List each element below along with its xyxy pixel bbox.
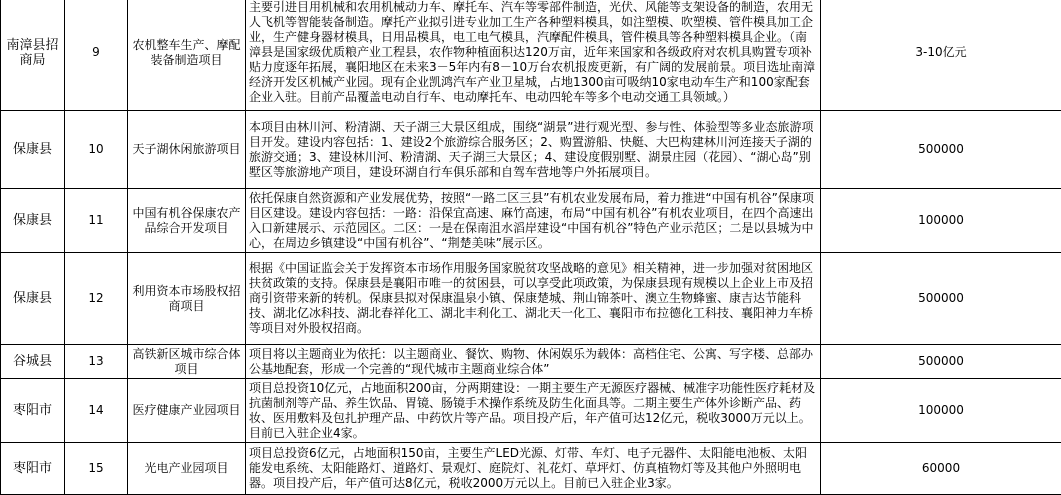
investment-cell[interactable]: 60000 xyxy=(821,443,1061,495)
table-row xyxy=(1,253,1061,345)
county-cell[interactable]: 南漳县招商局 xyxy=(1,0,65,111)
table-row xyxy=(1,0,1061,111)
number-cell[interactable]: 14 xyxy=(65,379,128,443)
table-row xyxy=(1,379,1061,443)
description-cell[interactable]: 本项目由林川河、粉清湖、天子湖三大景区组成，围绕“湖景”进行观光型、参与性、体验型等多业态旅游项目开发。建设内容包括：1、建设2个旅游综合服务区；2、购置游船、快艇、大巴构建林川河连接天子湖的旅游交通；3、建设林川河、粉清湖、天子湖三大景区；4、建设度假别墅、湖景庄园（花园）、“湖心岛”别墅区等旅游地产项目，建设环湖自行车俱乐部和自驾车营地等户外拓展项目。 xyxy=(246,111,821,189)
number-cell[interactable]: 12 xyxy=(65,253,128,345)
county-cell[interactable]: 枣阳市 xyxy=(1,443,65,495)
county-cell[interactable]: 谷城县 xyxy=(1,345,65,379)
number-cell[interactable]: 10 xyxy=(65,111,128,189)
description-cell[interactable]: 主要引进目用机械和农用机械动力车、摩托车、汽车等零部件制造，光伏、风能等支架设备的制造，农用无人飞机等智能装备制造。摩托产业拟引进专业加工生产各种塑料模具，如注塑模、吹塑模、管件模具加工企业，生产健身器材模具，日用品模具，电工电气模具，汽摩配件模具，管件模具等各种塑料模具企业。（南漳县是国家级优质粮产业工程县，农作物种植面积达120万亩，近年来国家和各级政府对农机具购置专项补贴力度逐年拓展，襄阳地区在未来3－5年内有8－10万台农机报废更新，有广阔的发展前景。项目选址南漳经济开发区机械产业园。现有企业凯鸿汽车产业卫星城，占地1300亩可吸纳10家电动车生产和100家配套企业入驻。目前产品覆盖电动自行车、电动摩托车、电动四轮车等多个电动交通工具领域。） xyxy=(246,0,821,111)
investment-cell[interactable]: 100000 xyxy=(821,189,1061,253)
project-name-cell[interactable]: 农机整车生产、摩配装备制造项目 xyxy=(128,0,246,111)
table-row xyxy=(1,443,1061,495)
investment-cell[interactable]: 500000 xyxy=(821,111,1061,189)
number-cell[interactable]: 13 xyxy=(65,345,128,379)
project-name-cell[interactable]: 中国有机谷保康农产品综合开发项目 xyxy=(128,189,246,253)
number-cell[interactable]: 15 xyxy=(65,443,128,495)
project-name-cell[interactable]: 光电产业园项目 xyxy=(128,443,246,495)
description-cell[interactable]: 项目总投资10亿元，占地面积200亩，分两期建设：一期主要生产无源医疗器械、械准字功能性医疗耗材及抗菌制剂等产品、养生饮品、胃镜、肠镜手术操作系统及防生化面具等。二期主要生产体外诊断产品、药妆、医用敷料及包扎护理产品、中药饮片等产品。项目投产后，年产值可达12亿元，税收3000万元以上。目前已入驻企业4家。 xyxy=(246,379,821,443)
table-row xyxy=(1,345,1061,379)
county-cell[interactable]: 保康县 xyxy=(1,111,65,189)
county-cell[interactable]: 保康县 xyxy=(1,189,65,253)
number-cell[interactable]: 9 xyxy=(65,0,128,111)
investment-cell[interactable]: 500000 xyxy=(821,345,1061,379)
description-cell[interactable]: 项目总投资6亿元，占地面积150亩，主要生产LED光源、灯带、车灯、电子元器件、太阳能电池板、太阳能发电系统、太阳能路灯、道路灯、景观灯、庭院灯、礼花灯、草坪灯、仿真植物灯等及其他户外照明电器。项目投产后，年产值可达8亿元，税收2000万元以上。目前已入驻企业3家。 xyxy=(246,443,821,495)
investment-cell[interactable]: 100000 xyxy=(821,379,1061,443)
project-name-cell[interactable]: 医疗健康产业园项目 xyxy=(128,379,246,443)
investment-cell[interactable]: 500000 xyxy=(821,253,1061,345)
table-row xyxy=(1,189,1061,253)
description-cell[interactable]: 依托保康自然资源和产业发展优势，按照“一路二区三县”有机农业发展布局，着力推进“中国有机谷”保康项目区建设。建设内容包括：一路：沿保宜高速、麻竹高速，布局“中国有机谷”有机农业项目，在四个高速出入口新建展示、示范园区。二区：一是在保南沮水滔岸建设“中国有机谷”特色产业示范区；二是以县城为中心，在周边乡镇建设“中国有机谷”、“荆楚美味”展示区。 xyxy=(246,189,821,253)
investment-cell[interactable]: 3-10亿元 xyxy=(821,0,1061,111)
description-cell[interactable]: 项目将以主题商业为依托：以主题商业、餐饮、购物、休闲娱乐为载体：高档住宅、公寓、写字楼、总部办公基地配套，形成一个完善的“现代城市主题商业综合体” xyxy=(246,345,821,379)
table-row xyxy=(1,111,1061,189)
project-name-cell[interactable]: 天子湖休闲旅游项目 xyxy=(128,111,246,189)
project-name-cell[interactable]: 利用资本市场股权招商项目 xyxy=(128,253,246,345)
county-cell[interactable]: 枣阳市 xyxy=(1,379,65,443)
number-cell[interactable]: 11 xyxy=(65,189,128,253)
project-name-cell[interactable]: 高铁新区城市综合体项目 xyxy=(128,345,246,379)
county-cell[interactable]: 保康县 xyxy=(1,253,65,345)
description-cell[interactable]: 根据《中国证监会关于发挥资本市场作用服务国家脱贫攻坚战略的意见》相关精神，进一步加强对贫困地区扶贫政策的支持。保康县是襄阳市唯一的贫困县，可以享受此项政策，为保康县现有规模以上企业上市及招商引资带来新的转机。保康县拟对保康温泉小镇、保康楚城、荆山锦茶叶、澳立生物蜂蜜、康吉达节能科技、湖北亿冰科技、湖北春祥化工、湖北丰利化工、湖北天一化工、襄阳市布拉德化工科技、襄阳神力车桥等项目对外股权招商。 xyxy=(246,253,821,345)
